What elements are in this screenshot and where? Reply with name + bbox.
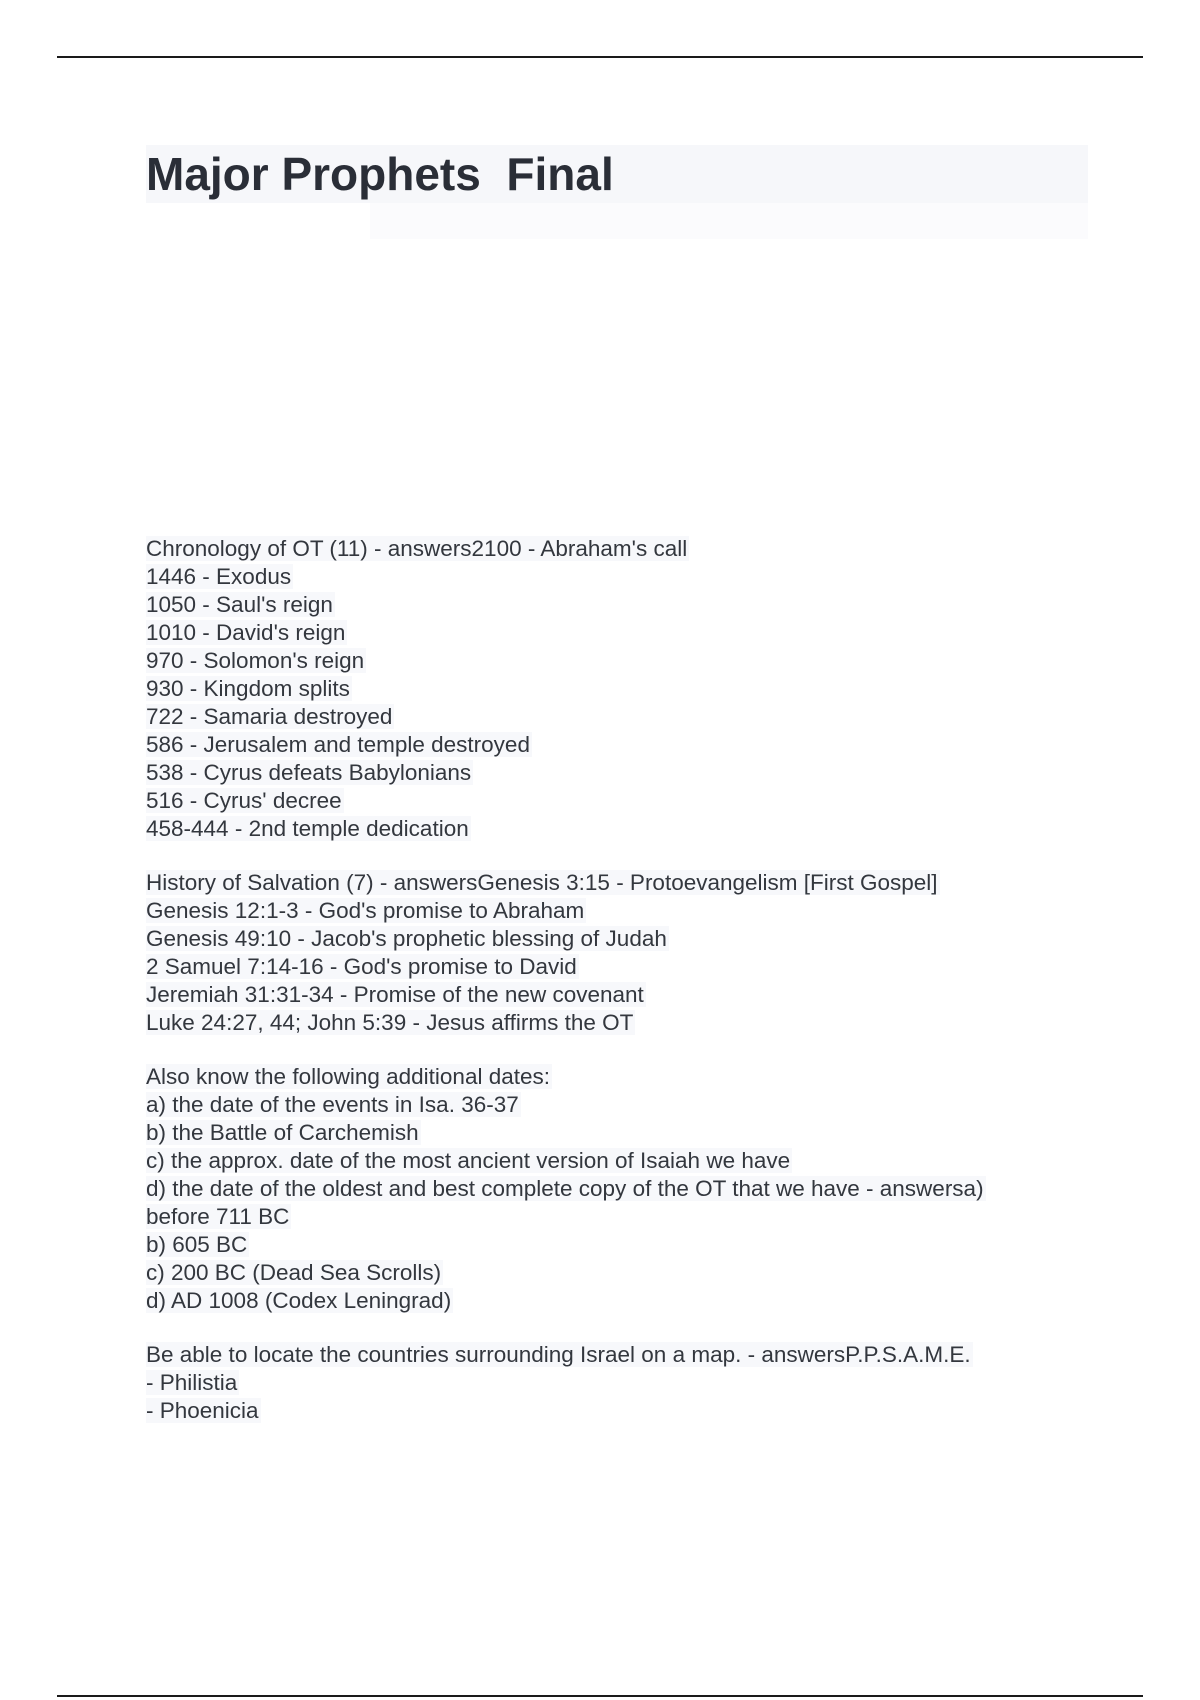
text-line: History of Salvation (7) - answersGenesis 3:15 - Protoevangelism [First Gospel] [146, 870, 938, 895]
bottom-rule [57, 1695, 1143, 1697]
text-line: b) the Battle of Carchemish [146, 1120, 419, 1145]
text-line: Luke 24:27, 44; John 5:39 - Jesus affirms the OT [146, 1010, 634, 1035]
text-line: 722 - Samaria destroyed [146, 704, 393, 729]
text-line: d) the date of the oldest and best complete copy of the OT that we have - answersa) [146, 1176, 984, 1201]
top-rule [57, 56, 1143, 58]
text-line: 1010 - David's reign [146, 620, 346, 645]
text-line: 1050 - Saul's reign [146, 592, 333, 617]
text-line: Also know the following additional dates: [146, 1064, 551, 1089]
document-body [146, 535, 1086, 1451]
text-line: a) the date of the events in Isa. 36-37 [146, 1092, 519, 1117]
text-line: Genesis 12:1-3 - God's promise to Abraham [146, 898, 585, 923]
section-history-of-salvation [146, 869, 1086, 1037]
text-line: 1446 - Exodus [146, 564, 292, 589]
title-highlight-faint [370, 203, 1088, 239]
text-line: c) 200 BC (Dead Sea Scrolls) [146, 1260, 442, 1285]
text-line: b) 605 BC [146, 1232, 248, 1257]
text-line: Be able to locate the countries surrounding Israel on a map. - answersP.P.S.A.M.E. [146, 1342, 971, 1367]
text-line: c) the approx. date of the most ancient version of Isaiah we have [146, 1148, 791, 1173]
text-line: Chronology of OT (11) - answers2100 - Abraham's call [146, 536, 688, 561]
text-line: - Philistia [146, 1370, 238, 1395]
text-line: Genesis 49:10 - Jacob's prophetic blessing of Judah [146, 926, 667, 951]
text-line: before 711 BC [146, 1204, 290, 1229]
section-additional-dates [146, 1063, 1086, 1315]
text-line: 970 - Solomon's reign [146, 648, 365, 673]
text-line: - Phoenicia [146, 1398, 259, 1423]
text-line: 2 Samuel 7:14-16 - God's promise to David [146, 954, 577, 979]
page-title: Major Prophets Final [146, 148, 614, 200]
text-line: 586 - Jerusalem and temple destroyed [146, 732, 530, 757]
text-line: 516 - Cyrus' decree [146, 788, 342, 813]
text-line: 930 - Kingdom splits [146, 676, 350, 701]
section-chronology [146, 535, 1086, 843]
text-line: 458-444 - 2nd temple dedication [146, 816, 469, 841]
text-line: 538 - Cyrus defeats Babylonians [146, 760, 472, 785]
text-line: d) AD 1008 (Codex Leningrad) [146, 1288, 452, 1313]
text-line: Jeremiah 31:31-34 - Promise of the new covenant [146, 982, 644, 1007]
section-surrounding-countries [146, 1341, 1086, 1425]
